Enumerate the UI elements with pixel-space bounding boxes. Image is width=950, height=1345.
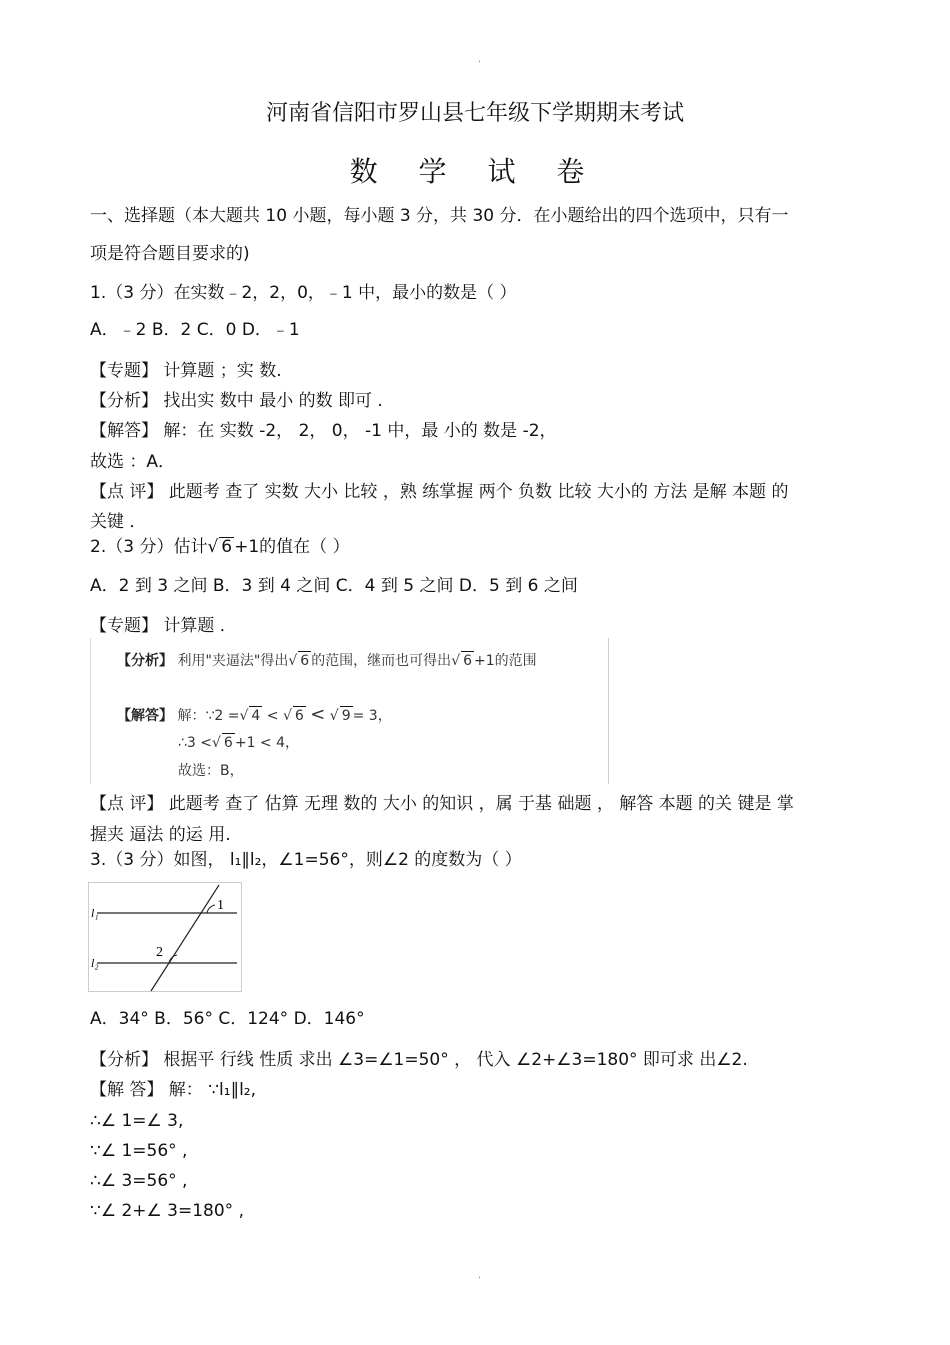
q2-box-analysis [117, 650, 537, 670]
sqrt-icon: √ [207, 537, 219, 557]
q1-options: A．﹣2 B．2 C．0 D．﹣1 [90, 320, 300, 340]
q2-box-sol1-b: < [266, 708, 279, 724]
q2-solution-image [90, 638, 609, 784]
q2-comment-line1: 【点 评】 此题考 查了 估算 无理 数的 大小 的知识 ，属 于基 础题 ， 解答 本题 的关 键是 掌 [90, 794, 794, 814]
exam-title: 河南省信阳市罗山县七年级下学期期末考试 [265, 101, 684, 126]
q2-box-sol1-c: < [310, 704, 326, 725]
q2-stem-radicand: 6 [221, 537, 233, 557]
label-angle-1: 1 [217, 898, 224, 913]
sqrt-icon: √ [212, 735, 221, 751]
q3-figure [88, 882, 242, 992]
q1-topic: 【专题】 计算题 ；实 数. [90, 361, 282, 381]
transversal-line [151, 885, 219, 991]
parallel-lines-diagram [89, 883, 243, 993]
label-angle-2: 2 [156, 945, 163, 960]
q1-solution: 【解答】 解：在 实数 -2， 2， 0， -1 中，最 小的 数是 -2， [90, 421, 557, 441]
q2-box-sol1-rad1: 4 [251, 708, 261, 724]
sqrt-icon: √ [239, 708, 249, 724]
label-l2: l₂ [91, 956, 99, 970]
q2-stem-suffix: +1的值在（ ） [234, 537, 350, 557]
q1-comment-line2: 关键 ． [90, 512, 147, 532]
sqrt-icon: √ [282, 708, 292, 724]
q1-comment-line1: 【点 评】 此题考 查了 实数 大小 比较 ，熟 练掌握 两个 负数 比较 大小的 方法 是解 本题 的 [90, 482, 789, 502]
q3-step: ∵∠ 2+∠ 3=180° , [90, 1201, 244, 1221]
exam-subtitle: 数 学 试 卷 [349, 155, 601, 188]
q2-box-sol1-rad2: 6 [294, 708, 304, 724]
section-heading-line2: 项是符合题目要求的) [90, 244, 250, 264]
q1-analysis: 【分析】 找出实 数中 最小 的数 即可 . [90, 391, 383, 411]
footer-dot: . [478, 1270, 482, 1281]
q2-box-analysis-rad1: 6 [300, 653, 310, 669]
q3-solution: 【解 答】 解： ∵l₁∥l₂, [90, 1080, 257, 1100]
q3-step: ∵∠ 1=56° , [90, 1141, 188, 1161]
q2-box-sol2-a: ∴3 < [178, 735, 212, 751]
q2-comment-line2: 握夹 逼法 的运 用. [90, 825, 231, 845]
q2-box-analysis-b: 的范围，继而也可得出 [311, 653, 452, 669]
q2-box-sol2-b: +1 < 4， [234, 735, 300, 751]
q2-box-analysis-tag: 【分析】 [117, 653, 173, 669]
sqrt-icon: √ [451, 653, 461, 669]
q2-box-sol1-rad3: 9 [341, 708, 351, 724]
section-heading-line1: 一、选择题（本大题共 10 小题，每小题 3 分，共 30 分．在小题给出的四个选项中，只有一 [90, 206, 789, 226]
q2-stem [90, 536, 350, 558]
q3-analysis: 【分析】 根据平 行线 性质 求出 ∠3=∠1=50° ， 代入 ∠2+∠3=180° 即可求 出∠2. [90, 1050, 748, 1070]
q2-box-solution-line3: 故选：B， [178, 763, 244, 779]
q2-box-solution-line1 [117, 704, 392, 725]
q2-box-analysis-c: +1的范围 [474, 653, 537, 669]
q2-box-sol1-d: = 3， [352, 708, 392, 724]
q3-step: ∴∠ 3=56° , [90, 1171, 188, 1191]
label-l1: l₁ [91, 906, 99, 920]
q3-options: A．34° B．56° C．124° D．146° [90, 1009, 365, 1029]
q2-topic: 【专题】 计算题 ． [90, 616, 237, 636]
q2-box-solution-tag: 【解答】 [117, 708, 173, 724]
sqrt-icon: √ [288, 653, 298, 669]
q2-box-analysis-a: 利用"夹逼法"得出 [177, 653, 289, 669]
q2-box-analysis-rad2: 6 [463, 653, 473, 669]
q1-answer: 故选 ：A． [90, 452, 176, 472]
q2-options: A．2 到 3 之间 B．3 到 4 之间 C．4 到 5 之间 D．5 到 6 之间 [90, 576, 578, 596]
sqrt-icon: √ [329, 708, 339, 724]
header-dot: . [478, 54, 482, 65]
q2-box-solution-line2 [178, 732, 299, 752]
q2-box-sol2-rad: 6 [223, 735, 233, 751]
angle-1-arc [207, 905, 215, 913]
q3-step: ∴∠ 1=∠ 3, [90, 1111, 184, 1131]
q1-stem: 1.（3 分）在实数﹣2，2，0，﹣1 中，最小的数是（ ） [90, 283, 517, 303]
q2-stem-prefix: 2.（3 分）估计 [90, 537, 208, 557]
q3-stem: 3.（3 分）如图， l₁∥l₂，∠1=56°，则∠2 的度数为（ ） [90, 850, 522, 870]
q2-box-sol1-a: 解：∵2 = [177, 708, 240, 724]
